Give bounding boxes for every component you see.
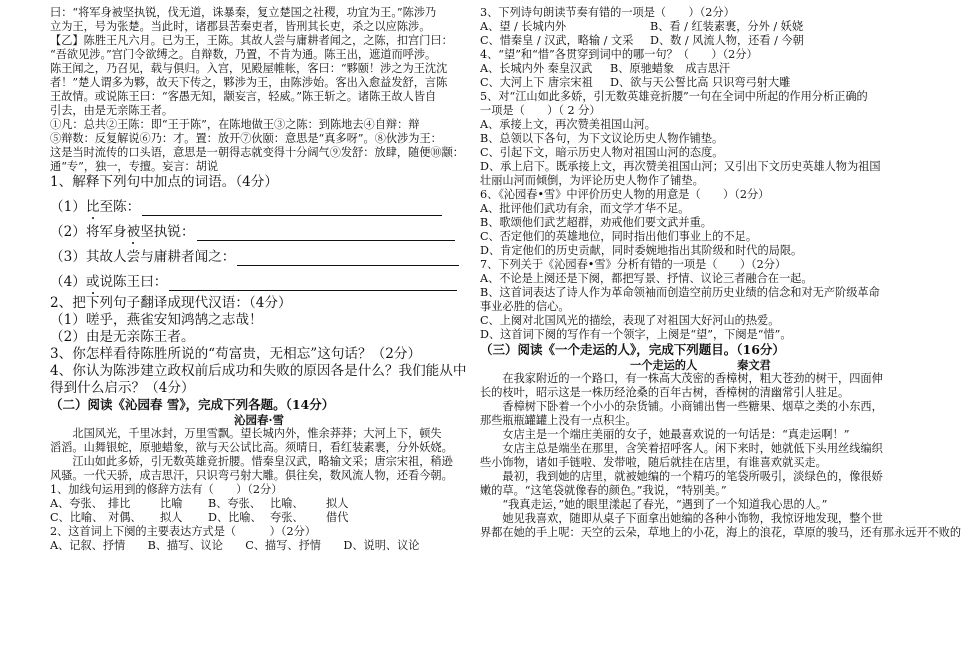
- question-line: 6、《沁园春•雪》中评价历史人物的用意是（ ）（2分）: [480, 188, 770, 201]
- option-text: 夸张、: [270, 511, 304, 524]
- classical-text: [50, 6, 468, 174]
- story-header: [480, 358, 898, 372]
- text-line: “吾欲见涉。”宫门令欲缚之。自辩数，乃置，不肯为通。陈王出，遮道而呼涉。: [50, 48, 437, 61]
- item-prefix: （3）其故人尝与庸耕者闻之：: [50, 249, 236, 265]
- option-text: 排比: [108, 497, 131, 510]
- option-text: 比喻、: [270, 497, 304, 510]
- option-text: 比喻: [160, 497, 183, 510]
- story-line: 界都在她的手上呢：天空的云朵，草地上的小花，海上的浪花，草原的骏马，还有那永远开不败的: [480, 526, 961, 539]
- option-b[interactable]: B、这首词表达了诗人作为革命领袖而创造空前历史业绩的信念和对无产阶级革命: [480, 286, 880, 299]
- poem-line: 北国风光，千里冰封，万里雪飘。望长城内外，惟余莽莽；大河上下，顿失: [72, 427, 442, 440]
- question-4-cont: 得到什么启示？（4分）: [50, 380, 195, 396]
- story-line: “我真走运，”她的眼里漾起了春光，“遇到了一个知道我心思的人。”: [502, 498, 828, 511]
- story-line: 嫩的草。“这笔袋就像春的颜色。”我说，“特别美。”: [480, 484, 727, 497]
- question-3: 3、你怎样看待陈胜所说的“苟富贵，无相忘”这句话？（2分）: [50, 346, 422, 362]
- option-b[interactable]: B、看 / 红装素裹，分外 / 妖娆: [650, 20, 804, 33]
- option-d[interactable]: D、承上启下。既承接上文，再次赞美祖国山河；又引出下文历史英雄人物为祖国: [480, 160, 881, 173]
- item-suffix: 坚执锐：: [140, 224, 195, 240]
- poem-question-4: 4、“望”和“惜”各贯穿到词中的哪一句？（ ）（2分）: [480, 48, 758, 61]
- option-text: 对偶、: [108, 511, 142, 524]
- annotation-line: ⑤辩数：反复解说⑥乃：才。置：放开⑦伙颐：意思是“真多呀”。⑧伙涉为王：: [50, 132, 442, 145]
- translate-item-2: （2）由是无亲陈王者。: [50, 329, 195, 345]
- question-2: 2、把下列句子翻译成现代汉语：（4分）: [50, 295, 292, 311]
- option-b[interactable]: B、原驰蜡象 成吉思汗: [610, 62, 731, 75]
- text-line: 者！”楚人谓多为夥，故天下传之，夥涉为王，由陈涉始。客出入愈益发舒，言陈: [50, 76, 448, 89]
- annotation-line: 这是当时流传的口头语，意思是一朝得志就变得十分阔气⑨发舒：放肆，随便⑩颛：: [50, 146, 464, 159]
- answer-underline[interactable]: [169, 278, 457, 291]
- item-prefix: （1）: [50, 199, 86, 215]
- right-column: [480, 6, 961, 540]
- option-d-cont: 壮丽山河而倾倒，为评论历史人物作了铺垫。: [480, 174, 704, 187]
- option-a[interactable]: A、望 / 长城内外: [480, 20, 567, 33]
- answer-line-3[interactable]: [50, 241, 468, 266]
- option-row: [50, 511, 468, 525]
- story-line: 女店主总是端坐在那里，含笑着招呼客人。闲下来时，她就低下头用丝线编织: [502, 442, 883, 455]
- option-a[interactable]: A、不论是上阕还是下阕，都把写景、抒情、议论三者融合在一起。: [480, 272, 813, 285]
- option-c[interactable]: C、上阕对北国风光的描绘，表现了对祖国大好河山的热爱。: [480, 314, 780, 327]
- question-4: 4、你认为陈涉建立政权前后成功和失败的原因各是什么？我们能从中: [50, 363, 467, 379]
- option-row: A、记叙、抒情 B、描写、议论 C、描写、抒情 D、说明、议论: [50, 539, 420, 552]
- option-label[interactable]: A、夸张、: [50, 497, 103, 510]
- text-line: 王故情。或说陈王曰：“客愚无知，颛妄言，轻威。”陈王斩之。诸陈王故人皆自: [50, 90, 437, 103]
- item-suffix: 至陈：: [99, 199, 141, 215]
- option-label[interactable]: C、比喻、: [50, 511, 104, 524]
- story-line: 长的枝叶，昭示这是一株历经沧桑的百年古树，香樟树的清幽常引人驻足。: [480, 386, 850, 399]
- poem-line: 江山如此多娇，引无数英雄竞折腰。惜秦皇汉武，略输文采；唐宗宋祖，稍逊: [72, 455, 453, 468]
- option-a[interactable]: A、批评他们武功有余，而文学才华不足。: [480, 202, 690, 215]
- translate-item-1: （1）嗟乎，燕雀安知鸿鹄之志哉！: [50, 312, 263, 328]
- option-text: 拟人: [326, 497, 349, 510]
- section-2-heading: （二）阅读《沁园春 雪》，完成下列各题。（14分）: [50, 397, 335, 412]
- story-author: 秦文君: [737, 358, 771, 372]
- annotation-line: 通“专”，独一，专擅。妄言：胡说: [50, 160, 219, 173]
- option-text: 借代: [326, 511, 349, 524]
- story-line: 最初，我到她的店里，就被她编的一个精巧的笔袋所吸引，淡绿色的，像很娇: [502, 470, 883, 483]
- question-line: 一项是（ ）（ 2 分）: [480, 104, 601, 117]
- poem-question-6: [480, 188, 898, 258]
- text-line: 立为王，号为张楚。当此时，诸郡县苦秦吏者，皆刑其长吏，杀之以应陈涉。: [50, 20, 431, 33]
- option-row: [50, 497, 468, 511]
- text-line: 曰：“将军身被坚执锐，伐无道，诛暴秦，复立楚国之社稷，功宜为王。”陈涉乃: [50, 6, 437, 19]
- item-suffix: 说陈王曰：: [99, 274, 168, 290]
- option-c[interactable]: C、惜秦皇 / 汉武，略输 / 文采: [480, 34, 634, 47]
- item-prefix: （4）: [50, 274, 86, 290]
- poem-line: 滔滔。山舞银蛇，原驰蜡象，欲与天公试比高。须晴日，看红装素裹，分外妖娆。: [50, 441, 453, 454]
- option-b[interactable]: B、歌颂他们武艺超群，劝戒他们要文武并重。: [480, 216, 712, 229]
- story-line: 些小饰物，诸如手链啦、发带啦，随后就挂在店里，有谁喜欢就买走。: [480, 456, 827, 469]
- answer-underline[interactable]: [142, 203, 442, 216]
- option-label[interactable]: B、夸张、: [208, 497, 261, 510]
- option-row: [480, 20, 898, 34]
- answer-underline[interactable]: [237, 253, 459, 266]
- option-text: 拟人: [160, 511, 183, 524]
- answer-line-4[interactable]: [50, 266, 468, 291]
- item-prefix: （2）将军身: [50, 224, 127, 240]
- text-line: 陈王闻之，乃召见，载与俱归。入宫，见殿屋帷帐，客曰：“夥颐！涉之为王沈沈: [50, 62, 448, 75]
- option-row: [480, 34, 898, 48]
- option-row: [480, 62, 898, 76]
- option-row: [480, 76, 898, 90]
- text-line: 引去，由是无亲陈王者。: [50, 104, 174, 117]
- dotted-word: 被: [126, 224, 141, 240]
- poem-question-1: 1、加线句运用到的修辞方法有（ ）（2分）: [50, 483, 283, 496]
- option-b[interactable]: B、总领以下各句，为下文议论历史人物作铺垫。: [480, 132, 724, 145]
- question-line: 7、下列关于《沁园春•雪》分析有错的一项是（ ）（2分）: [480, 258, 787, 271]
- poem-question-2: 2、这首词上下阕的主要表达方式是（ ）（2分）: [50, 525, 316, 538]
- poem-question-7: [480, 258, 898, 342]
- annotation-line: ①凡：总共②王陈：即“王于陈”，在陈地做王③之陈：到陈地去④自辩：辩: [50, 118, 420, 131]
- story-line: 在我家附近的一个路口，有一株高大茂密的香樟树，粗大苍劲的树干，四面伸: [502, 372, 883, 385]
- story-text: [480, 372, 961, 540]
- dotted-word: 比: [85, 199, 100, 215]
- answer-line-1[interactable]: [50, 191, 468, 216]
- story-title: 一个走运的人: [630, 358, 698, 372]
- option-a[interactable]: A、长城内外 秦皇汉武: [480, 62, 593, 75]
- answer-line-2[interactable]: [50, 216, 468, 241]
- question-line: 5、对“江山如此多娇，引无数英雄竞折腰”一句在全词中所起的作用分析正确的: [480, 90, 868, 103]
- poem-title: 沁园春·雪: [233, 413, 284, 427]
- poem-line: 风骚。一代天骄，成吉思汗，只识弯弓射大雕。俱往矣，数风流人物，还看今朝。: [50, 469, 453, 482]
- answer-underline[interactable]: [197, 228, 455, 241]
- story-line: 那些瓶瓶罐罐上没有一点积尘。: [480, 414, 637, 427]
- text-line: 【乙】陈胜王凡六月。已为王，王陈。其故人尝与庸耕者闻之，之陈，扣宫门曰：: [50, 34, 453, 47]
- option-label[interactable]: D、比喻、: [208, 511, 262, 524]
- left-column: [50, 6, 468, 553]
- story-line: 她见我喜欢，随即从桌子下面拿出她编的各种小饰物，我惊讶地发现，整个世: [502, 512, 883, 525]
- section-3-heading: （三）阅读《一个走运的人》，完成下列题目。（16分）: [480, 342, 785, 357]
- option-a[interactable]: A、承接上文，再次赞美祖国山河。: [480, 118, 656, 131]
- option-c[interactable]: C、引起下文，暗示历史人物对祖国山河的态度。: [480, 146, 724, 159]
- question-1: 1、解释下列句中加点的词语。（4分）: [50, 174, 278, 190]
- dotted-word: 或: [85, 274, 100, 290]
- option-d[interactable]: D、这首词下阕的写作有一个领字，上阕是“望”，下阕是“惜”。: [480, 328, 792, 341]
- option-d[interactable]: D、欲与天公誓比高 只识弯弓射大雕: [610, 76, 791, 89]
- option-d[interactable]: D、数 / 风流人物，还看 / 今朝: [650, 34, 804, 47]
- story-line: 香樟树下卧着一个小小的杂货铺。小商铺出售一些糖果、烟草之类的小东西，: [502, 400, 883, 413]
- option-c[interactable]: C、大河上下 唐宗宋祖: [480, 76, 593, 89]
- story-line: 女店主是一个端庄美丽的女子，她最喜欢说的一句话是：“真走运啊！”: [502, 428, 850, 441]
- poem-text: [50, 427, 468, 483]
- poem-question-3: 3、下列诗句朗读节奏有错的一项是（ ）（2分）: [480, 6, 735, 19]
- option-d[interactable]: D、肯定他们的历史贡献，同时委婉地指出其阶级和时代的局限。: [480, 244, 803, 257]
- option-b-cont: 事业必胜的信心。: [480, 300, 570, 313]
- option-c[interactable]: C、否定他们的英雄地位，同时指出他们事业上的不足。: [480, 230, 758, 243]
- poem-question-5: [480, 90, 898, 188]
